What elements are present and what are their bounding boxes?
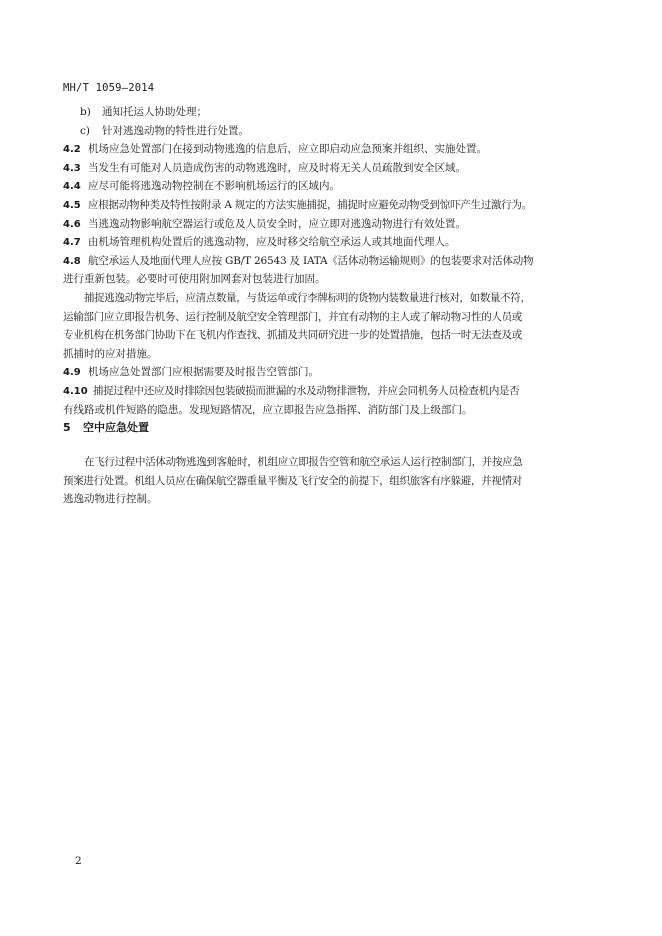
paragraph-line: 在飞行过程中活体动物逃逸到客舱时，机组应立即报告空管和航空承运人运行控制部门，并按应急 — [84, 456, 523, 468]
clause-4-10 — [63, 382, 603, 401]
clause-4-4 — [63, 177, 603, 196]
list-item — [63, 122, 603, 141]
clause-number: 4.9 — [63, 367, 81, 379]
section-5-body — [63, 453, 603, 509]
paragraph-line: 抓捕时的应对措施。 — [63, 347, 158, 360]
clause-text: 当逃逸动物影响航空器运行或危及人员安全时，应立即对逃逸动物进行有效处置。 — [88, 217, 466, 230]
clause-number: 4.2 — [63, 144, 81, 156]
clause-number: 4.8 — [63, 255, 81, 267]
paragraph-line: 捕捉逃逸动物完毕后，应清点数量，与货运单或行李牌标明的货物内装数量进行核对，如数量不符， — [84, 291, 531, 304]
paragraph-line: 专业机构在机务部门协助下在飞机内作查找、抓捕及共同研究进一步的处置措施，包括一时无法查及或 — [63, 329, 522, 342]
list-marker: b) — [80, 106, 91, 118]
clause-4-10-continued: 有线路或机件短路的隐患。发现短路情况，应立即报告应急指挥、消防部门及上级部门。 — [63, 403, 473, 416]
list-marker: c) — [80, 124, 90, 137]
clause-text: 应根据动物种类及特性按附录 A 规定的方法实施捕捉，捕捉时应避免动物受到惊吓产生过激行为。 — [88, 198, 533, 211]
clause-text: 机场应急处置部门应根据需要及时报告空管部门。 — [88, 366, 319, 379]
page-number: 2 — [75, 855, 82, 867]
clause-text: 当发生有可能对人员造成伤害的动物逃逸时，应及时将无关人员疏散到安全区域。 — [88, 161, 466, 174]
clause-4-9 — [63, 363, 603, 382]
clause-text: 由机场管理机构处置后的逃逸动物，应及时移交给航空承运人或其地面代理人。 — [88, 236, 456, 249]
clause-text: 捕捉过程中还应及时排除因包装破损而泄漏的水及动物排泄物，并应会同机务人员检查机内是否 — [93, 384, 520, 397]
clause-number: 4.3 — [63, 162, 81, 174]
section-number: 5 — [63, 421, 71, 434]
clause-4-8-continued: 进行重新包装。必要时可使用附加网套对包装进行加固。 — [63, 273, 326, 286]
paragraph-line: 运输部门应立即报告机务、运行控制及航空安全管理部门，并宜有动物的主人或了解动物习性的人员或 — [63, 310, 522, 323]
list-text: 通知托运人协助处理； — [102, 106, 207, 118]
clause-text: 应尽可能将逃逸动物控制在不影响机场运行的区域内。 — [88, 180, 340, 193]
section-heading — [63, 419, 149, 435]
clause-number: 4.6 — [63, 218, 81, 230]
section-title-text: 空中应急处置 — [83, 421, 149, 434]
clause-text: 机场应急处置部门在接到动物逃逸的信息后，应立即启动应急预案并组织、实施处置。 — [88, 143, 487, 156]
document-body — [63, 103, 603, 419]
clause-4-5 — [63, 196, 603, 215]
list-text: 针对逃逸动物的特性进行处置。 — [102, 124, 249, 137]
clause-number: 4.10 — [63, 385, 88, 397]
paragraph-line: 逃逸动物进行控制。 — [63, 493, 158, 506]
paragraph-line: 预案进行处置。机组人员应在确保航空器重量平衡及飞行安全的前提下，组织旅客有序躲避，并视情对 — [63, 474, 522, 487]
clause-number: 4.7 — [63, 237, 81, 249]
clause-text: 航空承运人及地面代理人应按 GB/T 26543 及 IATA《活体动物运输规则》的包装要求对活体动物 — [88, 254, 534, 267]
clause-number: 4.4 — [63, 181, 81, 193]
clause-4-3 — [63, 159, 603, 178]
clause-4-7 — [63, 233, 603, 252]
document-header-id: MH/T 1059—2014 — [63, 82, 155, 94]
clause-number: 4.5 — [63, 199, 81, 211]
clause-4-8 — [63, 252, 603, 271]
clause-4-6 — [63, 215, 603, 234]
list-item — [63, 103, 603, 122]
clause-4-2 — [63, 140, 603, 159]
